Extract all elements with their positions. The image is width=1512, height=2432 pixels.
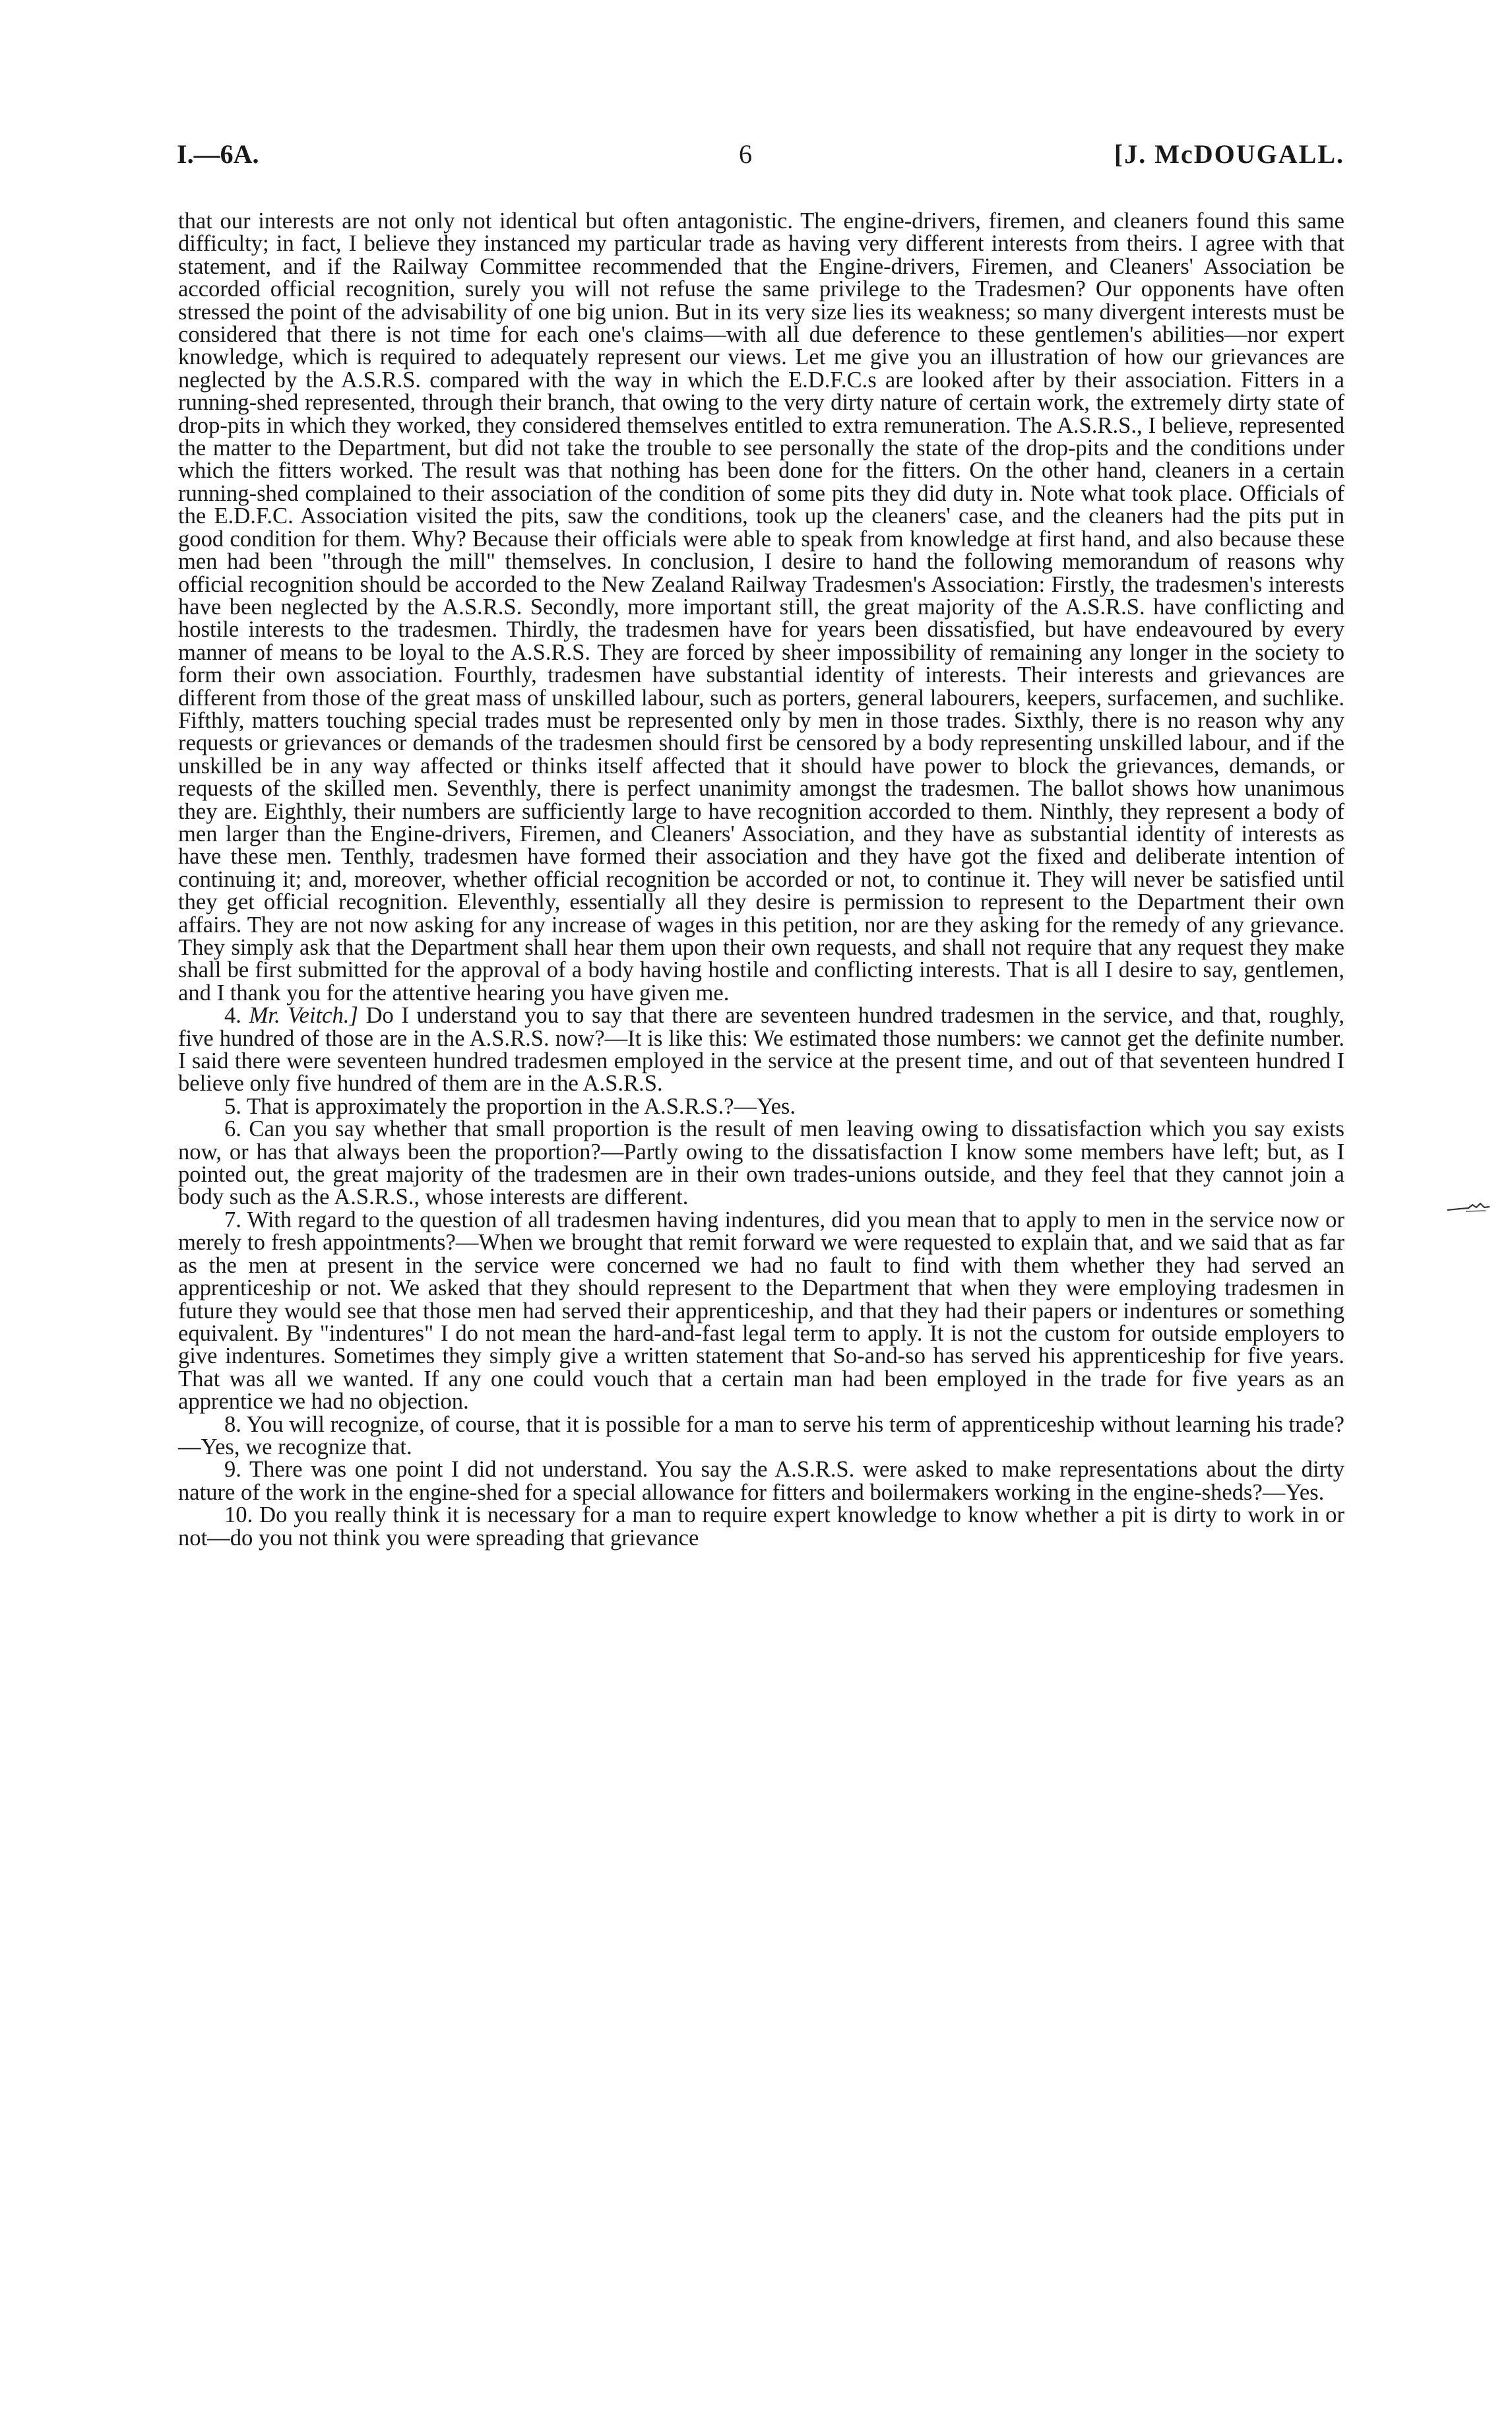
page-header <box>177 139 1344 178</box>
question-number: 8. <box>224 1411 241 1437</box>
question-4 <box>178 1004 1344 1095</box>
question-10 <box>178 1504 1344 1549</box>
question-text: Do you really think it is necessary for a man to require expert knowledge to know whether a pit is dirty to work in or not—do you not think you were spreading that grievance <box>178 1502 1344 1551</box>
question-9 <box>178 1458 1344 1504</box>
page-number: 6 <box>739 139 752 169</box>
paragraph-text: that our interests are not only not identical but often antagonistic. The engine-drivers, firemen, and cleaners found this same difficulty; in fact, I believe they instanced my particular trade as having very different interests from theirs. I agree with that statement, and if the Railway Committee recommended that the Engine-drivers, Firemen, and Cleaners' Association be accorded official recognition, surely you will not refuse the same privilege to the Tradesmen? Our opponents have often stressed the point of the advisability of one big union. But in its very size lies its weakness; so many divergent interests must be considered that there is not time for each one's claims—with all due deference to these gentlemen's abilities—nor expert knowledge, which is required to adequately represent our views. Let me give you an illustration of how our grievances are neglected by the A.S.R.S. compared with the way in which the E.D.F.C.s are looked after by their association. Fitters in a running-shed represented, through their branch, that owing to the very dirty nature of certain work, the extremely dirty state of drop-pits in which they worked, they considered themselves entitled to extra remuneration. The A.S.R.S., I believe, represented the matter to the Department, but did not take the trouble to see personally the state of the drop-pits and the conditions under which the fitters worked. The result was that nothing has been done for the fitters. On the other hand, cleaners in a certain running-shed complained to their association of the condition of some pits they did duty in. Note what took place. Officials of the E.D.F.C. Association visited the pits, saw the conditions, took up the cleaners' case, and the cleaners had the pits put in good condition for them. Why? Because their officials were able to speak from knowledge at first hand, and also because these men had been "through the mill" themselves. In conclusion, I desire to hand the following memorandum of reasons why official recognition should be accorded to the New Zealand Railway Tradesmen's Association: Firstly, the tradesmen's interests have been neglected by the A.S.R.S. Secondly, more important still, the great majority of the A.S.R.S. have conflicting and hostile interests to the tradesmen. Thirdly, the tradesmen have for years been dissatisfied, but have endeavoured by every manner of means to be loyal to the A.S.R.S. They are forced by sheer impossibility of remaining any longer in the society to form their own association. Fourthly, tradesmen have substantial identity of interests. Their interests and grievances are different from those of the great mass of unskilled labour, such as porters, general labourers, keepers, surfacemen, and suchlike. Fifthly, matters touching special trades must be represented only by men in those trades. Sixthly, there is no reason why any requests or grievances or demands of the tradesmen should first be censored by a body representing unskilled labour, and if the unskilled be in any way affected or thinks itself affected that it should have power to block the grievances, demands, or requests of the skilled men. Seventhly, there is perfect unanimity amongst the tradesmen. The ballot shows how unanimous they are. Eighthly, their numbers are sufficiently large to have recognition accorded to them. Ninthly, they represent a body of men larger than the Engine-drivers, Firemen, and Cleaners' Association, and they have as substantial identity of interests as have these men. Tenthly, tradesmen have formed their association and they have got the fixed and deliberate intention of continuing it; and, moreover, whether official recognition be accorded or not, to continue it. They will never be satisfied until they get official recognition. Eleventhly, essentially all they desire is permission to represent to the Department their own affairs. They are not now asking for any increase of wages in this petition, nor are they asking for the remedy of any grievance. They simply ask that the Department shall hear them upon their own requests, and shall not require that any request they make shall be first submitted for the approval of a body having hostile and conflicting interests. That is all I desire to say, gentlemen, and I thank you for the attentive hearing you have given me. <box>178 208 1344 1006</box>
question-number: 5. <box>224 1093 241 1119</box>
question-text: There was one point I did not understand. You say the A.S.R.S. were asked to make representations about the dirty nature of the work in the engine-shed for a special allowance for fitters and boilermakers working in the engine-sheds?—Yes. <box>178 1457 1344 1505</box>
question-5 <box>178 1095 1344 1118</box>
question-number: 6. <box>224 1116 241 1142</box>
question-text: Can you say whether that small proportion is the result of men leaving owing to dissatisfaction which you say exists now, or has that always been the proportion?—Partly owing to the dissatisfaction I know some members have left; but, as I pointed out, the great majority of the tradesmen are in their own trades-unions outside, and they feel that they cannot join a body such as the A.S.R.S., whose interests are different. <box>178 1116 1344 1210</box>
parliamentary-paper-reference: I.—6A. <box>177 139 259 169</box>
question-7 <box>178 1209 1344 1413</box>
question-text: That is approximately the proportion in the A.S.R.S.?—Yes. <box>246 1093 796 1119</box>
question-number: 4. <box>224 1003 241 1029</box>
question-text: Do I understand you to say that there are seventeen hundred tradesmen in the service, and that, roughly, five hundred of those are in the A.S.R.S. now?—It is like this: We estimated those numbers: we cannot get the definite number. I said there were seventeen hundred tradesmen employed in the service at the present time, and out of that seventeen hundred I believe only five hundred of them are in the A.S.R.S. <box>178 1003 1344 1097</box>
paragraph-statement <box>178 210 1344 1004</box>
witness-name: [J. McDOUGALL. <box>1114 139 1344 169</box>
question-8 <box>178 1413 1344 1459</box>
question-number: 10. <box>224 1502 253 1528</box>
question-6 <box>178 1118 1344 1209</box>
speaker-name: Mr. Veitch.] <box>249 1003 358 1029</box>
margin-ink-mark-icon <box>1446 1200 1492 1215</box>
question-number: 7. <box>224 1207 241 1232</box>
question-text: With regard to the question of all tradesmen having indentures, did you mean that to apply to men in the service now or merely to fresh appointments?—When we brought that remit forward we were requested to explain that, and we said that as far as the men at present in the service were concerned we had no fault to find with them whether they had served an apprenticeship or not. We asked that they should represent to the Department that when they were employing tradesmen in future they would see that those men had served their apprenticeship, and that they had their papers or indentures or something equivalent. By "indentures" I do not mean the hard-and-fast legal term to apply. It is not the custom for outside employers to give indentures. Sometimes they simply give a written statement that So-and-so has served his apprenticeship for five years. That was all we wanted. If any one could vouch that a certain man had been employed in the trade for five years as an apprentice we had no objection. <box>178 1207 1344 1415</box>
evidence-body <box>178 210 1344 1549</box>
question-text: You will recognize, of course, that it is possible for a man to serve his term of apprenticeship without learning his trade?—Yes, we recognize that. <box>178 1411 1344 1459</box>
question-number: 9. <box>224 1457 241 1483</box>
